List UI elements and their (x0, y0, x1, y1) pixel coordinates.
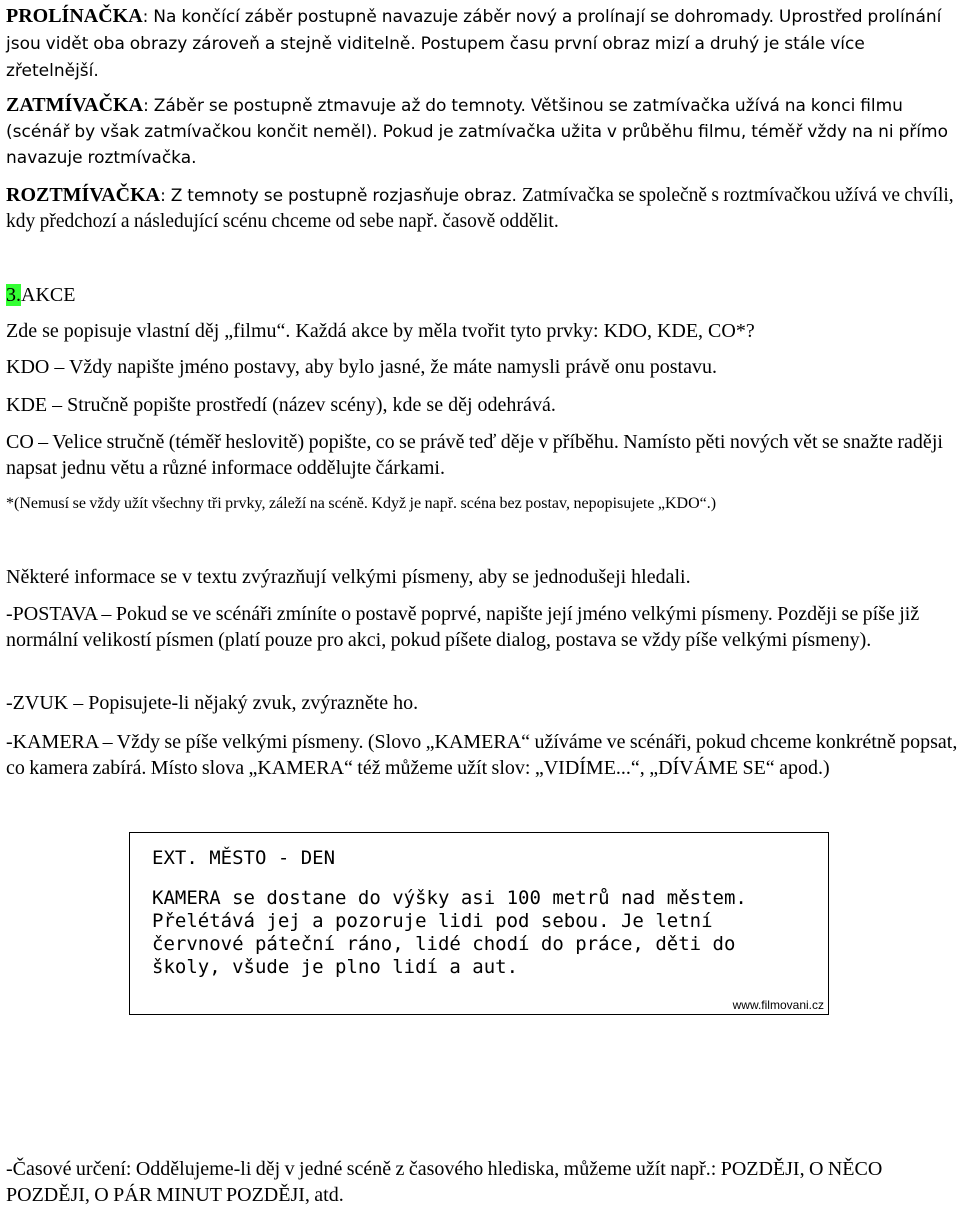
term-prolinacka: PROLÍNAČKA (6, 5, 143, 27)
scene-heading: EXT. MĚSTO - DEN (152, 847, 336, 869)
section-title: AKCE (21, 284, 76, 306)
scene-line-2: Přelétává jej a pozoruje lidi pod sebou. Je letní (152, 910, 713, 932)
akce-footnote: *(Nemusí se vždy užít všechny tři prvky, záleží na scéně. Když je např. scéna bez postav, nepopisujete „KDO“.) (6, 495, 717, 512)
akce-intro: Zde se popisuje vlastní děj „filmu“. Každá akce by měla tvořit tyto prvky: KDO, KDE, CO*? (6, 320, 755, 342)
definition-roztmivacka-a: : Z temnoty se postupně rozjasňuje obraz. (160, 186, 522, 206)
term-roztmivacka: ROZTMÍVAČKA (6, 184, 161, 206)
caps-kamera: -KAMERA – Vždy se píše velkými písmeny. (Slovo „KAMERA“ užíváme ve scénáři, pokud chceme konkrétně popsat, co kamera zabírá. Místo slova „KAMERA“ též můžeme užít slov: „VIDÍME...“, „DÍVÁME SE“ apod.) (6, 731, 958, 779)
paragraph-zatmivacka (6, 92, 958, 171)
section-number: 3. (6, 284, 21, 306)
term-zatmivacka: ZATMÍVAČKA (6, 94, 144, 116)
watermark: www.filmovani.cz (732, 998, 824, 1012)
caps-intro: Některé informace se v textu zvýrazňují velkými písmeny, aby se jednodušeji hledali. (6, 566, 691, 588)
definition-roztmivacka-b: Zatmívačka se společně s roztmívačkou užívá ve chvíli, kdy předchozí a následující scénu chceme od sebe např. časově oddělit. (6, 185, 954, 232)
scene-line-3: červnové páteční ráno, lidé chodí do práce, děti do (152, 933, 736, 955)
scene-line-4: školy, všude je plno lidí a aut. (152, 956, 519, 978)
scene-line-1: KAMERA se dostane do výšky asi 100 metrů nad městem. (152, 887, 747, 909)
akce-co: CO – Velice stručně (téměř heslovitě) popište, co se právě teď děje v příběhu. Namísto pěti nových vět se snažte raději napsat jednu větu a různé informace oddělujte čárkami. (6, 431, 943, 479)
section-heading (6, 282, 958, 308)
definition-zatmivacka: : Záběr se postupně ztmavuje až do temnoty. Většinou se zatmívačka užívá na konci filmu (scénář by však zatmívačkou končit neměl). Pokud je zatmívačka užita v průběhu filmu, téměř vždy na ni přímo navazuje roztmívačka. (6, 96, 948, 168)
screenplay-example-box (129, 832, 829, 1015)
paragraph-prolinacka (6, 3, 958, 84)
caps-zvuk: -ZVUK – Popisujete-li nějaký zvuk, zvýrazněte ho. (6, 692, 419, 714)
caps-postava: -POSTAVA – Pokud se ve scénáři zmíníte o postavě poprvé, napište její jméno velkými písmeny. Později se píše již normální velikostí písmen (platí pouze pro akci, pokud píšete dialog, postava se vždy píše velkými písmeny). (6, 603, 920, 651)
akce-kde: KDE – Stručně popište prostředí (název scény), kde se děj odehrává. (6, 394, 556, 416)
paragraph-roztmivacka (6, 182, 958, 235)
akce-kdo: KDO – Vždy napište jméno postavy, aby bylo jasné, že máte namysli právě onu postavu. (6, 356, 717, 378)
casove-urceni: -Časové určení: Oddělujeme-li děj v jedné scéně z časového hlediska, můžeme užít např.: POZDĚJI, O NĚCO POZDĚJI, O PÁR MINUT POZDĚJI, atd. (6, 1158, 883, 1206)
definition-prolinacka: : Na končící záběr postupně navazuje záběr nový a prolínají se dohromady. Uprostřed prolínání jsou vidět oba obrazy zároveň a stejně viditelně. Postupem času první obraz mizí a druhý je stále více zřetelnější. (6, 7, 942, 81)
